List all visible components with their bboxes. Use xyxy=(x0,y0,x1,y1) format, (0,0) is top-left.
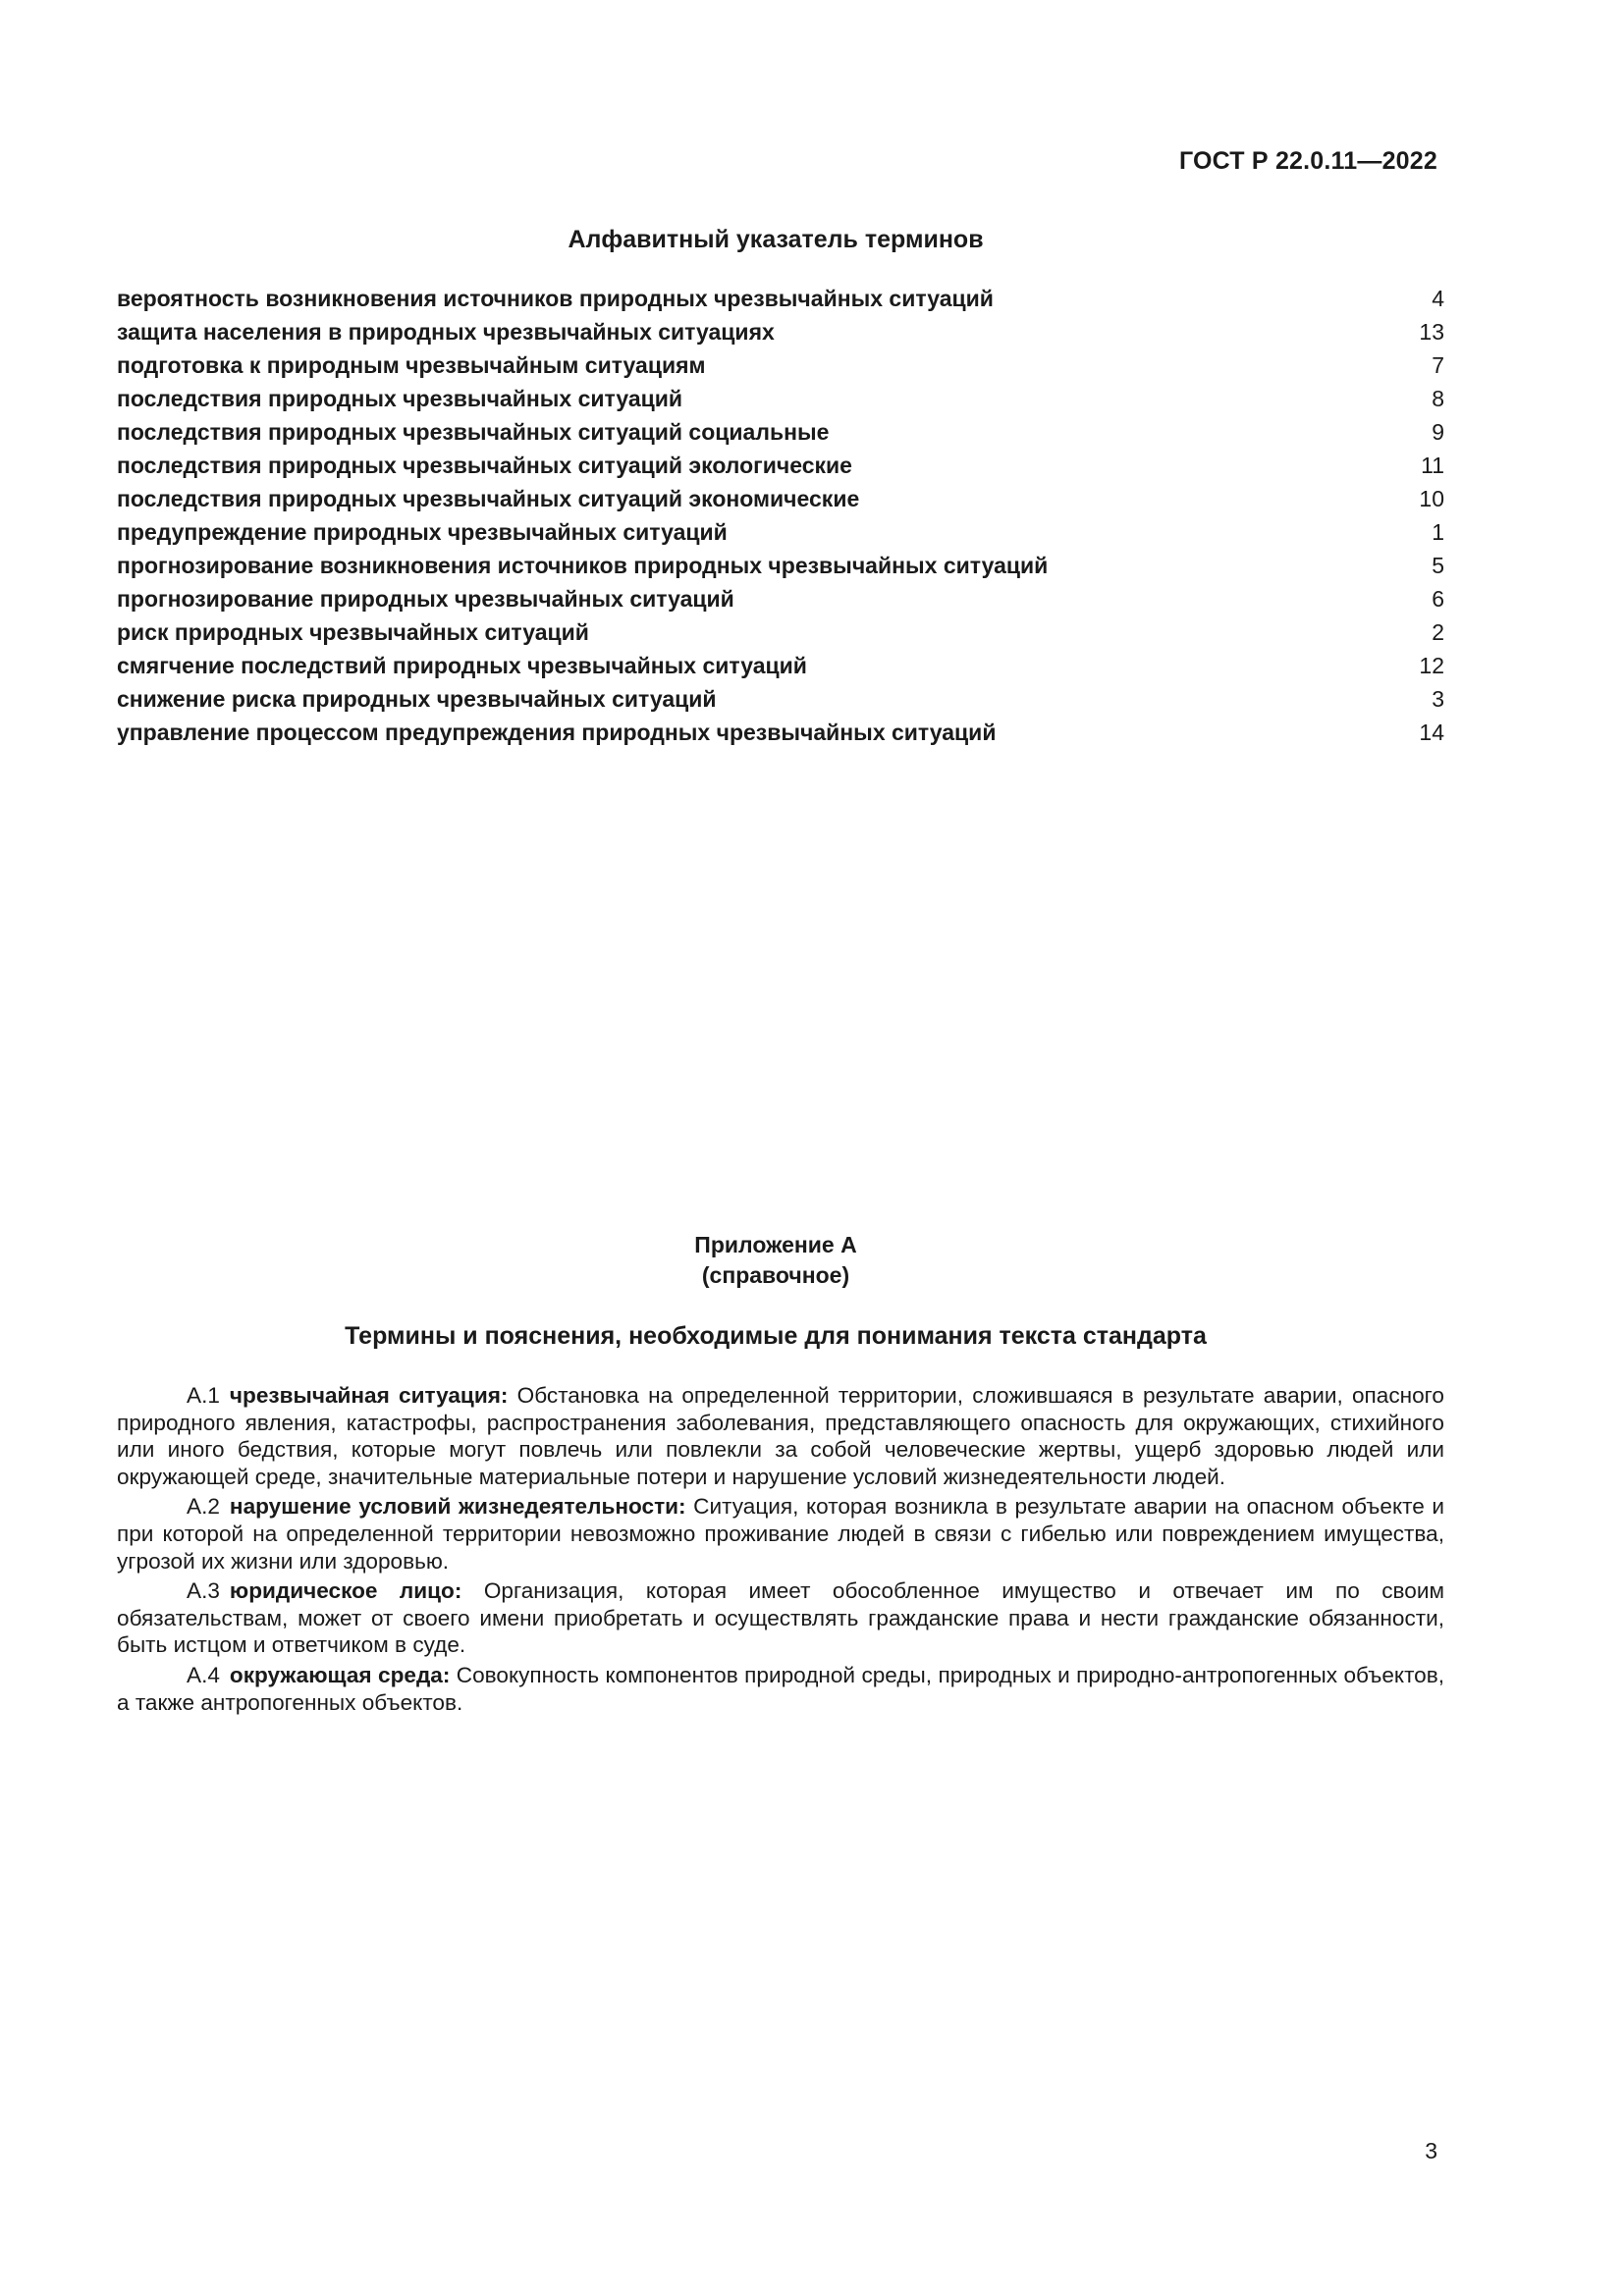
paragraph-term: нарушение условий жизнедеятельности: xyxy=(229,1494,686,1520)
index-entry xyxy=(117,682,1444,716)
index-term-number: 2 xyxy=(1432,619,1444,645)
appendix-title: Термины и пояснения, необходимые для понимания текста стандарта xyxy=(345,1322,1207,1350)
index-term: последствия природных чрезвычайных ситуаций экономические xyxy=(117,486,860,511)
index-term-number: 5 xyxy=(1432,553,1444,578)
index-term: вероятность возникновения источников природных чрезвычайных ситуаций xyxy=(117,286,994,311)
paragraph-number: А.1 xyxy=(187,1383,220,1408)
index-term: подготовка к природным чрезвычайным ситуациям xyxy=(117,352,706,378)
document-code-header: ГОСТ Р 22.0.11—2022 xyxy=(1178,147,1437,175)
appendix-paragraph xyxy=(117,1577,1444,1659)
appendix-paragraph xyxy=(117,1662,1444,1716)
index-term: управление процессом предупреждения природных чрезвычайных ситуаций xyxy=(117,720,997,745)
paragraph-text: Обстановка на определенной территории, сложившаяся в результате аварии, опасного природного явления, катастрофы, распространения заболевания, представляющего опасность для окружающих, стихийного или иного бедствия, которые могут повлечь или повлекли за собой человеческие жертвы, ущерб здоровью людей или окружающей среде, значительные материальные потери и нарушение условий жизнедеятельности людей. xyxy=(117,1383,1444,1489)
appendix-heading xyxy=(0,1230,1551,1291)
paragraph-term: окружающая среда: xyxy=(229,1662,451,1687)
index-entry xyxy=(117,549,1444,582)
index-entry xyxy=(117,315,1444,348)
appendix-kind: (справочное) xyxy=(701,1262,850,1288)
index-term: последствия природных чрезвычайных ситуаций социальные xyxy=(117,419,830,445)
index-term-number: 14 xyxy=(1419,720,1444,745)
index-entry xyxy=(117,382,1444,415)
index-term-number: 1 xyxy=(1432,519,1444,545)
paragraph-text: Совокупность компонентов природной среды, природных и природно-антропогенных объектов, а также антропогенных объектов. xyxy=(117,1662,1445,1715)
index-term: смягчение последствий природных чрезвычайных ситуаций xyxy=(117,653,807,678)
index-term-number: 10 xyxy=(1419,486,1444,511)
paragraph-term: юридическое лицо: xyxy=(229,1578,462,1604)
index-title: Алфавитный указатель терминов xyxy=(568,226,984,253)
index-term: предупреждение природных чрезвычайных ситуаций xyxy=(117,519,728,545)
index-term: снижение риска природных чрезвычайных ситуаций xyxy=(117,686,717,712)
index-term: риск природных чрезвычайных ситуаций xyxy=(117,619,589,645)
index-term: защита населения в природных чрезвычайных ситуациях xyxy=(117,319,775,345)
paragraph-number: А.4 xyxy=(187,1662,220,1687)
appendix-label: Приложение А xyxy=(694,1232,857,1257)
page-number: 3 xyxy=(1425,2138,1437,2163)
index-term-number: 9 xyxy=(1432,419,1444,445)
index-entry xyxy=(117,649,1444,682)
index-term-number: 6 xyxy=(1432,586,1444,612)
index-term: прогнозирование возникновения источников природных чрезвычайных ситуаций xyxy=(117,553,1049,578)
term-index-list xyxy=(117,282,1444,749)
index-term: последствия природных чрезвычайных ситуаций экологические xyxy=(117,453,852,478)
appendix-paragraph xyxy=(117,1493,1444,1575)
index-entry xyxy=(117,482,1444,515)
appendix-body xyxy=(117,1382,1444,1719)
index-entry xyxy=(117,415,1444,449)
paragraph-term: чрезвычайная ситуация: xyxy=(229,1383,509,1408)
index-term-number: 12 xyxy=(1419,653,1444,678)
index-term: последствия природных чрезвычайных ситуаций xyxy=(117,386,683,411)
paragraph-number: А.3 xyxy=(187,1578,220,1604)
appendix-paragraph xyxy=(117,1382,1444,1490)
index-entry xyxy=(117,449,1444,482)
index-term-number: 8 xyxy=(1432,386,1444,411)
index-term-number: 13 xyxy=(1419,319,1444,345)
index-term-number: 4 xyxy=(1432,286,1444,311)
index-entry xyxy=(117,615,1444,649)
index-term-number: 11 xyxy=(1421,453,1444,478)
paragraph-text: Ситуация, которая возникла в результате аварии на опасном объекте и при которой на определенной территории невозможно проживание людей в связи с гибелью или повреждением имущества, угрозой их жизни или здоровью. xyxy=(117,1494,1444,1574)
paragraph-number: А.2 xyxy=(187,1494,220,1520)
index-term: прогнозирование природных чрезвычайных ситуаций xyxy=(117,586,734,612)
index-entry xyxy=(117,348,1444,382)
index-entry xyxy=(117,582,1444,615)
paragraph-text: Организация, которая имеет обособленное имущество и отвечает им по своим обязательствам, может от своего имени приобретать и осуществлять гражданские права и нести гражданские обязанности, быть истцом и ответчиком в суде. xyxy=(117,1578,1445,1658)
index-entry xyxy=(117,282,1444,315)
index-term-number: 7 xyxy=(1432,352,1444,378)
index-entry xyxy=(117,716,1444,749)
index-term-number: 3 xyxy=(1432,686,1444,712)
index-entry xyxy=(117,515,1444,549)
